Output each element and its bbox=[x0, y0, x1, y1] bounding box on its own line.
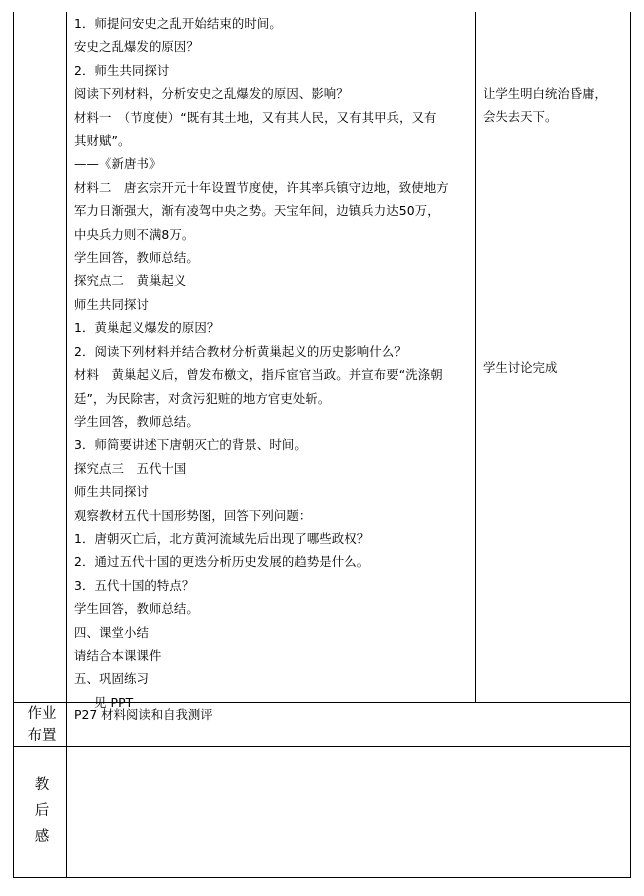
reflection-label bbox=[20, 772, 64, 850]
process-line: 师生共同探讨 bbox=[74, 484, 149, 500]
design-intent-line: 让学生明白统治昏庸， bbox=[483, 86, 607, 101]
table-border-left bbox=[13, 12, 14, 878]
process-line: 阅读下列材料，分析安史之乱爆发的原因、影响？ bbox=[74, 86, 349, 102]
process-line: 中央兵力则不满8万。 bbox=[74, 226, 195, 242]
process-line: 军力日渐强大，渐有凌驾中央之势。天宝年间，边镇兵力达50万， bbox=[74, 203, 440, 219]
process-line: 材料一 （节度使）“既有其土地，又有其人民，又有其甲兵，又有 bbox=[74, 109, 437, 125]
process-line: 2．通过五代十国的更迭分析历史发展的趋势是什么。 bbox=[74, 554, 370, 570]
process-line: 廷”，为民除害，对贪污犯赃的地方官吏处斩。 bbox=[74, 390, 331, 406]
table-divider-goal bbox=[475, 12, 476, 702]
reflection-label-char: 后 bbox=[34, 803, 50, 819]
design-intent-1 bbox=[483, 82, 633, 129]
process-line: 探究点三 五代十国 bbox=[74, 460, 187, 476]
table-divider-label bbox=[66, 12, 67, 878]
process-line: 2．阅读下列材料并结合教材分析黄巢起义的历史影响什么？ bbox=[74, 343, 407, 359]
process-line: 3．师简要讲述下唐朝灭亡的背景、时间。 bbox=[74, 437, 307, 453]
process-line: 学生回答，教师总结。 bbox=[74, 250, 199, 266]
homework-label bbox=[20, 703, 64, 747]
process-line: 师生共同探讨 bbox=[74, 296, 149, 312]
process-line: 探究点二 黄巢起义 bbox=[74, 273, 187, 289]
process-line: 四、课堂小结 bbox=[74, 624, 149, 640]
process-line: 学生回答，教师总结。 bbox=[74, 601, 199, 617]
process-line: 1．唐朝灭亡后，北方黄河流域先后出现了哪些政权？ bbox=[74, 530, 370, 546]
design-intent-line: 会失去天下。 bbox=[483, 109, 558, 125]
process-line: ——《新唐书》 bbox=[74, 156, 162, 172]
process-line: 其财赋”。 bbox=[74, 133, 131, 149]
teaching-process-column bbox=[74, 12, 474, 714]
design-intent-2 bbox=[483, 356, 633, 379]
table-row-divider-2 bbox=[13, 746, 631, 747]
process-line: 1．师提问安史之乱开始结束的时间。 bbox=[74, 16, 282, 31]
process-line: 见 PPT bbox=[94, 694, 134, 710]
process-line: 安史之乱爆发的原因？ bbox=[74, 39, 199, 55]
process-line: 观察教材五代十国形势图，回答下列问题： bbox=[74, 507, 312, 523]
reflection-label-char: 感 bbox=[34, 829, 50, 845]
table-border-bottom bbox=[13, 877, 631, 878]
process-line: 材料二 唐玄宗开元十年设置节度使，许其率兵镇守边地，致使地方 bbox=[74, 179, 449, 195]
process-line: 学生回答，教师总结。 bbox=[74, 413, 199, 429]
process-line: 材料 黄巢起义后，曾发布檄文，指斥宦官当政。并宣布要“洗涤朝 bbox=[74, 367, 443, 383]
table-border-right bbox=[630, 12, 631, 878]
process-line: 2．师生共同探讨 bbox=[74, 62, 170, 78]
homework-label-line: 布置 bbox=[27, 728, 57, 744]
process-line: 1．黄巢起义爆发的原因？ bbox=[74, 320, 220, 336]
homework-text: P27 材料阅读和自我测评 bbox=[74, 707, 213, 722]
homework-label-line: 作业 bbox=[27, 706, 57, 722]
design-intent-line: 学生讨论完成 bbox=[483, 360, 558, 375]
process-line: 3．五代十国的特点？ bbox=[74, 577, 195, 593]
process-line: 请结合本课课件 bbox=[74, 647, 162, 663]
process-line: 五、巩固练习 bbox=[74, 671, 149, 687]
reflection-label-char: 教 bbox=[34, 777, 50, 793]
